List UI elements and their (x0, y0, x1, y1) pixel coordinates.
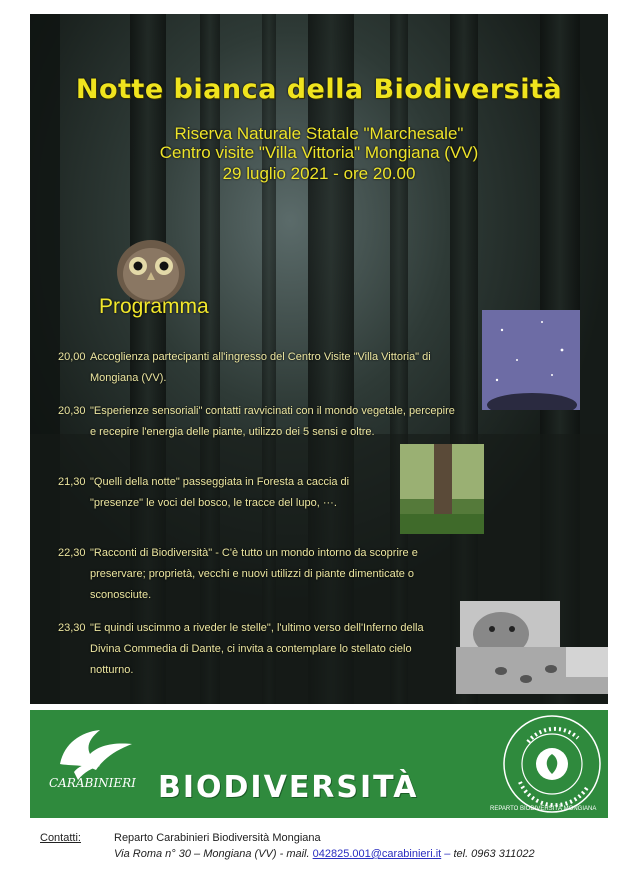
program-time: 21,30 (58, 476, 86, 488)
program-time: 20,00 (58, 351, 86, 363)
programma-heading: Programma (99, 295, 209, 318)
starry-sky-photo (482, 310, 580, 410)
program-time: 22,30 (58, 547, 86, 559)
program-time: 23,30 (58, 622, 86, 634)
wolf-photo (456, 599, 608, 694)
carabinieri-flame-logo (50, 724, 140, 784)
contacts-address-line (114, 848, 535, 860)
biodiversita-wordmark: BIODIVERSITÀ (158, 770, 419, 805)
contacts-tel: tel. 0963 311022 (453, 848, 535, 860)
carabinieri-wordmark: CARABINIERI (49, 776, 136, 790)
program-text: "Racconti di Biodiversità" - C'è tutto un mondo intorno da scoprire e preservare; proprietà, vecchi e nuovi utilizzi di piante dimenticate o sconosciute. (90, 547, 418, 601)
program-item (58, 618, 438, 681)
poster-subtitle-centre: Centro visite "Villa Vittoria" Mongiana (VV) (159, 143, 479, 162)
event-poster (30, 14, 608, 704)
poster-title: Notte bianca della Biodiversità (75, 74, 563, 105)
program-text: "E quindi uscimmo a riveder le stelle", l'ultimo verso dell'Inferno della Divina Commedia di Dante, ci invita a contemplare lo stellato cielo notturno. (90, 622, 424, 676)
poster-subtitle-reserve: Riserva Naturale Statale "Marchesale" (174, 124, 464, 143)
program-text: Accoglienza partecipanti all'ingresso del Centro Visite "Villa Vittoria" di Mongiana (VV). (90, 351, 431, 384)
program-text: "Quelli della notte" passeggiata in Foresta a caccia di "presenze" le voci del bosco, le tracce del lupo, ···. (90, 476, 350, 509)
contacts-dash: – (441, 848, 454, 860)
carabinieri-biodiversita-seal (498, 712, 606, 818)
program-item (58, 472, 393, 514)
contacts-reparto: Reparto Carabinieri Biodiversità Mongiana (114, 832, 321, 844)
contacts-address: Via Roma n° 30 – Mongiana (VV) - mail. (114, 848, 310, 860)
program-time: 20,30 (58, 405, 86, 417)
program-item (58, 401, 463, 443)
contacts-label (40, 832, 81, 844)
reparto-caption: REPARTO BIODIVERSITÀ MONGIANA (490, 806, 597, 812)
program-item (58, 543, 463, 606)
program-text: "Esperienze sensoriali" contatti ravvicinati con il mondo vegetale, percepire e recepire l'energia delle piante, utilizzo dei 5 sensi e oltre. (90, 405, 455, 438)
contacts-email-link[interactable]: 042825.001@carabinieri.it (312, 848, 442, 860)
tree-hug-photo (400, 444, 484, 534)
contacts-label-text: Contatti: (40, 832, 81, 844)
poster-subtitle-date: 29 luglio 2021 - ore 20.00 (222, 164, 416, 183)
program-item (58, 347, 463, 389)
